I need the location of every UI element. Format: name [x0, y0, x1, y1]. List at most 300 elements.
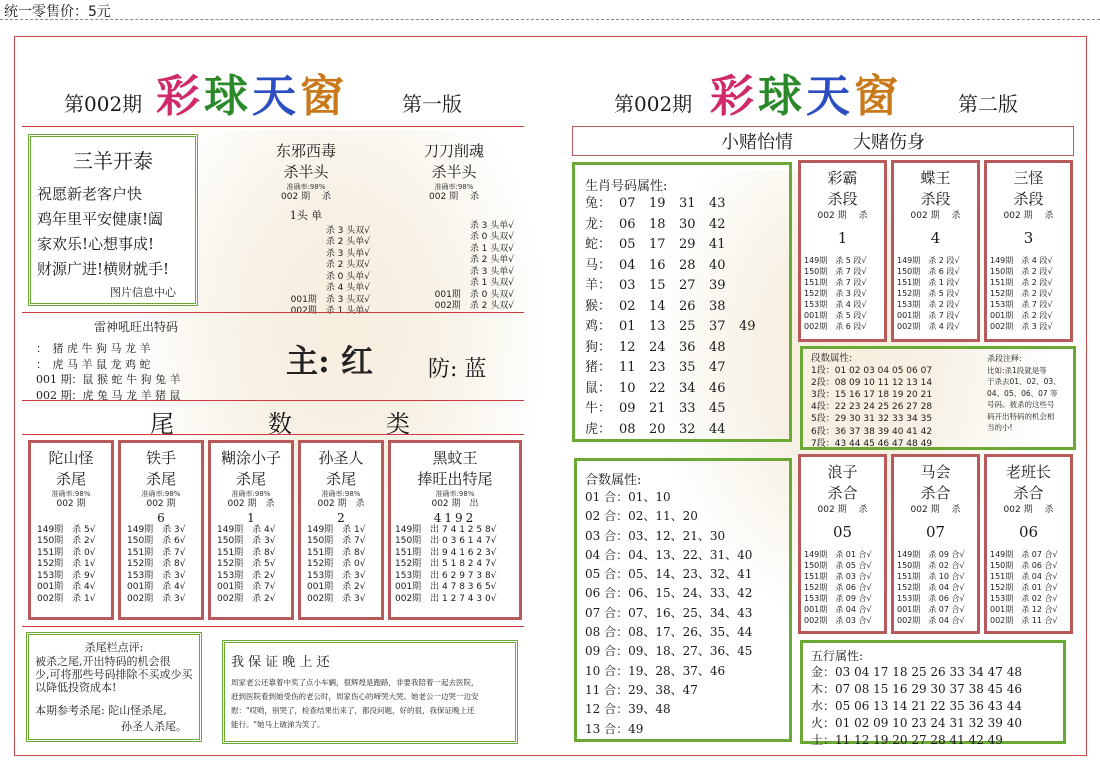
record-row: 153期 杀 9√ — [37, 570, 96, 581]
record-row: 杀 3 头单√ — [469, 266, 514, 277]
kill-box — [798, 454, 887, 634]
kill-title: 马会 — [920, 463, 951, 481]
rule — [22, 626, 524, 627]
zodiac-cell: 蛇： — [585, 237, 612, 252]
record-row: 149期 杀 3√ — [127, 524, 186, 535]
record-row: 153期 杀 3√ — [127, 570, 186, 581]
kill-rows — [801, 255, 884, 332]
record-row: 002期 杀 2√ — [217, 593, 276, 604]
tail-subtitle: 捧旺出特尾 — [417, 470, 493, 488]
leigod-title: 雷神吼旺出特码 — [93, 320, 178, 334]
zodiac-cell: 29 — [679, 237, 696, 252]
price-text: 统一零售价：5元 — [4, 4, 111, 20]
record-row: 151期 杀 8√ — [307, 547, 366, 558]
record-row: 001期 杀 3 头双√ — [290, 294, 370, 305]
kill-subtitle: 杀合 — [827, 484, 858, 502]
tail-subtitle: 杀尾 — [55, 470, 86, 488]
zodiac-cell — [739, 399, 769, 420]
accuracy-label: 准确率:98% — [434, 183, 474, 191]
kill-title: 彩霸 — [827, 169, 858, 187]
comment-box — [26, 632, 202, 742]
zodiac-cell: 鼠： — [585, 380, 612, 396]
tail-pick — [31, 511, 111, 525]
greeting-title: 三羊开泰 — [73, 149, 153, 173]
wuxing-title: 五行属性: — [811, 649, 864, 663]
record-row: 149期 出 7 4 1 2 5 8√ — [395, 524, 497, 535]
zodiac-cell: 13 — [649, 319, 666, 334]
kill-head: 002 期 杀 — [910, 211, 961, 221]
kill-subtitle: 杀合 — [920, 484, 951, 502]
record-row: 152期 杀 04 合√ — [897, 582, 965, 592]
record-row: 002期 杀 11 合√ — [990, 615, 1058, 625]
zodiac-cell: 21 — [649, 401, 666, 416]
rule — [22, 312, 524, 313]
record-row: 149期 杀 4√ — [217, 524, 276, 535]
zodiac-row — [585, 276, 779, 297]
record-row: 杀 3 头单√ — [469, 220, 514, 231]
zodiac-row — [585, 215, 779, 236]
record-row: 149期 杀 09 合√ — [897, 549, 965, 559]
wuxing-row: 火：01 02 09 10 23 24 31 32 39 40 — [811, 716, 1023, 730]
left-issue — [64, 88, 142, 117]
tail-head: 002 期 杀 — [317, 499, 365, 509]
segment-row: 2段：08 09 10 11 12 13 14 — [811, 377, 933, 388]
zodiac-cell: 03 — [619, 278, 636, 293]
kill-pick: 1 — [837, 228, 848, 247]
zodiac-cell: 24 — [649, 339, 666, 355]
zodiac-row — [585, 358, 779, 379]
record-row: 153期 杀 2√ — [217, 570, 276, 581]
sums-rows — [585, 488, 781, 739]
tail-pick: 4192 — [433, 510, 477, 525]
record-row: 153期 杀 02 合√ — [990, 593, 1058, 603]
kill-subtitle: 杀段 — [827, 190, 858, 208]
kill-box — [984, 454, 1073, 634]
segment-note-lines — [987, 365, 1071, 435]
greeting-line: 财源广进!横财就手! — [37, 260, 170, 278]
record-row: 151期 杀 8√ — [217, 547, 276, 558]
record-row: 149期 杀 1√ — [307, 524, 366, 535]
record-row: 153期 杀 2 段√ — [897, 299, 960, 309]
zodiac-cell: 25 — [679, 319, 696, 334]
record-row: 150期 杀 05 合√ — [804, 560, 872, 570]
sum-row: 13 合：49 — [585, 721, 644, 736]
kill-title: 三怪 — [1013, 169, 1044, 187]
zodiac-row — [585, 256, 779, 277]
kill-pick: 4 — [930, 228, 941, 247]
record-row: 150期 杀 7√ — [307, 536, 366, 546]
zodiac-cell: 05 — [619, 237, 636, 252]
record-row: 杀 2 头单√ — [469, 255, 514, 265]
wuxing-box — [800, 640, 1066, 747]
zodiac-cell: 40 — [709, 257, 726, 273]
record-row: 杀 4 头单√ — [325, 283, 370, 293]
record-row: 153期 出 6 2 9 7 3 8√ — [395, 570, 497, 581]
segment-rows — [811, 365, 981, 450]
zodiac-cell: 牛： — [585, 401, 612, 416]
col-title: 东邪西毒 — [275, 142, 336, 160]
record-row: 151期 杀 04 合√ — [990, 571, 1058, 581]
zodiac-cell: 39 — [709, 278, 726, 293]
banner-char: 数 — [268, 410, 292, 438]
zodiac-cell — [739, 235, 769, 256]
note-line: 于杀去01、02、03、 — [987, 377, 1061, 387]
col-daodao — [390, 140, 518, 313]
joke-body — [231, 676, 509, 732]
zodiac-cell: 17 — [649, 237, 666, 252]
tail-subtitle: 杀尾 — [235, 470, 266, 488]
segment-row: 1段：01 02 03 04 05 06 07 — [811, 365, 933, 376]
leigod-row: 001 期：鼠 猴 蛇 牛 狗 兔 羊 — [36, 373, 181, 386]
sum-row: 11 合：29、38、47 — [585, 682, 698, 697]
record-row: 149期 杀 07 合√ — [990, 549, 1058, 559]
zodiac-cell: 49 — [739, 319, 756, 334]
kill-rows — [894, 549, 977, 626]
zodiac-cell: 38 — [709, 298, 726, 314]
right-edition — [958, 88, 1018, 117]
tail-head: 002 期 出 — [431, 499, 479, 509]
kill-subtitle: 杀合 — [1013, 484, 1044, 502]
tail-pick: 6 — [157, 510, 165, 525]
zodiac-cell: 11 — [619, 360, 636, 375]
zodiac-cell: 30 — [679, 216, 696, 232]
record-row: 001期 杀 07 合√ — [897, 604, 965, 614]
record-row: 002期 杀 6 段√ — [804, 321, 867, 331]
sum-row: 03 合：03、12、21、30 — [585, 528, 726, 543]
greeting-line: 祝愿新老客户快 — [37, 185, 143, 203]
record-row: 杀 1 头双√ — [469, 243, 514, 254]
zodiac-cell: 41 — [709, 237, 726, 252]
accuracy-label: 准确率:98% — [435, 490, 475, 498]
record-row: 151期 杀 0√ — [37, 547, 96, 558]
zodiac-cell — [739, 215, 769, 236]
leigod-row: ： 虎 马 羊 鼠 龙 鸡 蛇 — [36, 357, 151, 371]
record-row: 152期 杀 01 合√ — [990, 582, 1058, 592]
kill-pick: 05 — [832, 522, 853, 541]
record-row: 150期 杀 06 合√ — [990, 560, 1058, 570]
zodiac-cell: 27 — [679, 278, 696, 293]
wuxing-row: 水：05 06 13 14 21 22 35 36 43 44 — [811, 699, 1023, 713]
zodiac-cell: 鸡： — [585, 319, 612, 334]
record-row: 002期 杀 1 头单√ — [290, 306, 370, 316]
zodiac-cell: 羊： — [585, 278, 612, 293]
zodiac-cell: 10 — [619, 380, 636, 396]
zodiac-cell: 19 — [649, 196, 666, 211]
zodiac-cell: 42 — [709, 216, 726, 232]
comment-line: 被杀之尾,开出特码的机会很 — [35, 655, 171, 668]
tail-boxes — [28, 440, 522, 620]
note-line: 比如:杀1段就是等 — [987, 365, 1047, 375]
col-rows — [390, 221, 518, 313]
rule — [22, 434, 524, 435]
record-row: 150期 杀 6 段√ — [897, 266, 960, 276]
accuracy-label: 准确率:98% — [51, 490, 91, 498]
main-pick: 主: 红 — [286, 342, 373, 380]
zodiac-cell: 15 — [649, 278, 666, 293]
logo-char: 天 — [252, 71, 300, 122]
tail-rows — [31, 525, 111, 606]
kill-head: 002 期 杀 — [1003, 211, 1054, 221]
joke-box — [222, 640, 518, 744]
col-dongxie — [236, 140, 376, 318]
record-row: 001期 杀 5 段√ — [804, 310, 867, 320]
logo-char: 球 — [758, 71, 806, 122]
col-subtitle: 杀半头 — [431, 163, 477, 181]
zodiac-cell: 37 — [709, 319, 726, 334]
record-row: 151期 杀 10 合√ — [897, 571, 965, 581]
zodiac-cell: 31 — [679, 196, 696, 211]
zodiac-rows — [585, 194, 779, 440]
zodiac-cell — [739, 194, 769, 215]
col-head: 002 期 杀 — [429, 192, 479, 202]
record-row: 152期 杀 5√ — [217, 559, 276, 569]
zodiac-cell: 22 — [649, 380, 666, 396]
zodiac-cell: 猪： — [585, 360, 612, 375]
zodiac-cell: 12 — [619, 339, 636, 355]
tail-box — [28, 440, 114, 620]
zodiac-cell: 06 — [619, 216, 636, 232]
kill-title: 蝶王 — [920, 169, 951, 187]
kill-box — [984, 160, 1073, 342]
record-row: 152期 杀 1√ — [37, 559, 96, 569]
record-row: 杀 3 头双√ — [325, 225, 370, 236]
zodiac-cell — [739, 379, 769, 400]
accuracy-label: 准确率:98% — [286, 183, 326, 191]
tail-head: 002 期 — [56, 499, 86, 509]
segment-list — [811, 353, 981, 450]
leigod-row: ： 猪 虎 牛 狗 马 龙 羊 — [36, 342, 151, 355]
zodiac-row — [585, 297, 779, 318]
record-row: 001期 杀 2√ — [307, 582, 366, 592]
zodiac-row — [585, 235, 779, 256]
sum-row: 02 合：02、11、20 — [585, 509, 698, 524]
col-subtitle: 杀半头 — [283, 163, 329, 181]
record-row: 002期 出 1 2 7 4 3 0√ — [395, 593, 497, 604]
record-row: 152期 杀 3 段√ — [804, 288, 867, 298]
record-row: 150期 杀 7 段√ — [804, 266, 867, 276]
record-row: 杀 2 头单√ — [325, 237, 370, 247]
logo-char: 窗 — [854, 71, 902, 122]
zodiac-cell: 35 — [679, 360, 696, 375]
logo-char: 窗 — [300, 71, 348, 122]
record-row: 152期 杀 0√ — [307, 559, 366, 569]
record-row: 149期 杀 4 段√ — [990, 255, 1053, 265]
record-row: 001期 杀 7√ — [217, 582, 276, 592]
joke-line: 赶到医院看到她受伤的老公时，周家伤心的啼哭大哭。她老公一边哭一边安 — [231, 692, 479, 701]
edition-label: 第二版 — [958, 92, 1018, 116]
record-row: 152期 杀 8√ — [127, 559, 186, 569]
zodiac-cell: 23 — [649, 360, 666, 375]
sum-row: 05 合：05、14、23、32、41 — [585, 567, 753, 582]
record-row: 150期 杀 02 合√ — [897, 560, 965, 570]
zodiac-cell — [739, 276, 769, 297]
greeting-line: 鸡年里平安健康!阖 — [37, 210, 164, 228]
record-row: 002期 杀 4 段√ — [897, 321, 960, 331]
record-row: 001期 杀 4√ — [127, 582, 186, 592]
record-row: 149期 杀 5√ — [37, 524, 96, 535]
kill-head: 002 期 杀 — [817, 211, 868, 221]
right-issue — [614, 88, 692, 117]
slogan-left: 小赌怡情 — [721, 132, 793, 153]
kill-rows — [801, 549, 884, 626]
greeting-note: 图片信息中心 — [110, 286, 176, 299]
zodiac-cell: 16 — [649, 257, 666, 273]
greeting-lines — [37, 182, 189, 282]
zodiac-cell: 01 — [619, 319, 636, 334]
record-row: 杀 3 头单√ — [325, 248, 370, 259]
tail-rows — [211, 525, 291, 606]
zodiac-cell: 20 — [649, 421, 666, 437]
kill-pick: 06 — [1018, 522, 1039, 541]
segment-row: 7段：43 44 45 46 47 48 49 — [811, 438, 933, 449]
record-row: 002期 杀 1√ — [37, 593, 96, 604]
sum-row: 09 合：09、18、27、36、45 — [585, 644, 753, 659]
record-row: 153期 杀 3√ — [307, 570, 366, 581]
record-row: 002期 杀 2 头双√ — [434, 301, 514, 311]
left-logo — [156, 60, 348, 124]
zodiac-cell: 14 — [649, 298, 666, 314]
logo-char: 彩 — [156, 71, 204, 122]
record-row: 151期 出 9 4 1 6 2 3√ — [395, 547, 497, 558]
record-row: 002期 杀 03 合√ — [804, 615, 872, 625]
record-row: 153期 杀 7 段√ — [990, 299, 1053, 309]
comment-body — [35, 655, 193, 694]
tail-subtitle: 杀尾 — [325, 470, 356, 488]
zodiac-row — [585, 379, 779, 400]
banner-char: 类 — [386, 410, 410, 438]
kill-rows — [987, 549, 1070, 626]
zodiac-title: 生肖号码属性: — [585, 179, 668, 194]
record-row: 001期 杀 12 合√ — [990, 604, 1058, 614]
record-row: 151期 杀 1 段√ — [897, 277, 960, 287]
record-row: 150期 杀 6√ — [127, 536, 186, 546]
record-row: 001期 出 4 7 8 3 6 5√ — [395, 582, 497, 592]
zodiac-cell: 32 — [679, 421, 696, 437]
comment-ref: 本期参考杀尾: 陀山怪杀尾, — [35, 704, 167, 717]
tail-pick: 2 — [337, 510, 345, 525]
record-row: 150期 杀 2√ — [37, 536, 96, 546]
joke-line: 慰："哎哟，别哭了，检查结果出来了，都没问题，好的很，我保证晚上还 — [231, 706, 475, 715]
kill-title: 浪子 — [827, 463, 858, 481]
comment-title: 杀尾栏点评: — [84, 641, 144, 654]
sum-row: 08 合：08、17、26、35、44 — [585, 625, 753, 640]
kill-sum-group — [798, 454, 1074, 634]
sum-row: 04 合：04、13、22、31、40 — [585, 547, 753, 562]
zodiac-cell: 18 — [649, 216, 666, 232]
wuxing-row: 土：11 12 19 20 27 28 41 42 49 — [811, 733, 1003, 747]
zodiac-cell: 狗： — [585, 339, 612, 355]
segment-note-title: 杀段注释: — [987, 354, 1022, 363]
zodiac-cell: 43 — [709, 196, 726, 211]
tail-title: 孙圣人 — [318, 449, 364, 467]
zodiac-cell: 04 — [619, 257, 636, 273]
segment-row: 6段：36 37 38 39 40 41 42 — [811, 426, 933, 437]
tail-rows — [301, 525, 381, 606]
tail-box — [208, 440, 294, 620]
zodiac-row — [585, 399, 779, 420]
leigod-box — [36, 318, 236, 403]
record-row: 149期 杀 5 段√ — [804, 255, 867, 265]
zodiac-cell: 48 — [709, 339, 726, 355]
record-row: 152期 杀 06 合√ — [804, 582, 872, 592]
zodiac-cell: 02 — [619, 298, 636, 314]
zodiac-cell: 34 — [679, 380, 696, 396]
zodiac-cell — [739, 256, 769, 277]
tail-head: 002 期 杀 — [227, 499, 275, 509]
sum-row: 06 合：06、15、24、33、42 — [585, 586, 753, 601]
wuxing-row: 木：07 08 15 16 29 30 37 38 45 46 — [811, 682, 1023, 696]
record-row: 150期 杀 3√ — [217, 536, 276, 546]
slogan-right: 大赌伤身 — [853, 132, 925, 153]
col-pick: 1头 单 — [289, 208, 323, 222]
col-rows — [236, 226, 376, 318]
comment-line: 以降低投资成本! — [35, 681, 117, 694]
record-row: 001期 杀 7 段√ — [897, 310, 960, 320]
price-line — [0, 0, 1100, 20]
zodiac-cell: 兔： — [585, 196, 612, 211]
accuracy-label: 准确率:98% — [231, 490, 271, 498]
zodiac-cell — [739, 420, 769, 441]
zodiac-cell: 虎： — [585, 421, 612, 437]
segment-row: 3段：15 16 17 18 19 20 21 — [811, 389, 933, 400]
edition-label: 第一版 — [402, 92, 462, 116]
kill-box — [891, 454, 980, 634]
greeting-box — [28, 134, 198, 306]
zodiac-cell: 33 — [679, 401, 696, 416]
record-row: 杀 1 头双√ — [469, 278, 514, 288]
record-row: 153期 杀 09 合√ — [804, 593, 872, 603]
zodiac-cell: 07 — [619, 196, 636, 211]
zodiac-cell: 46 — [709, 380, 726, 396]
kill-subtitle: 杀段 — [1013, 190, 1044, 208]
kill-box — [798, 160, 887, 342]
top-rule — [0, 19, 1100, 20]
tail-box — [388, 440, 522, 620]
record-row: 001期 杀 2 段√ — [990, 310, 1053, 320]
tail-box — [298, 440, 384, 620]
kill-subtitle: 杀段 — [920, 190, 951, 208]
record-row: 002期 杀 3√ — [307, 593, 366, 604]
zodiac-cell: 马： — [585, 257, 612, 273]
joke-title: 我 保 证 晚 上 还 — [231, 655, 330, 670]
record-row: 002期 杀 04 合√ — [897, 615, 965, 625]
issue-label: 第002期 — [614, 92, 693, 116]
segment-note — [987, 353, 1071, 434]
joke-line: 周家老公还靠着中奖了点小车辆，很辉煌是跑路，非要我陪着一起去医院， — [231, 678, 479, 687]
zodiac-cell — [739, 297, 769, 318]
zodiac-cell: 36 — [679, 339, 696, 355]
tail-box — [118, 440, 204, 620]
right-logo — [710, 60, 902, 124]
left-edition — [402, 88, 462, 117]
kill-rows — [894, 255, 977, 332]
logo-char: 天 — [806, 71, 854, 122]
tail-title: 铁手 — [145, 449, 176, 467]
sums-box — [574, 458, 792, 742]
note-line: 04、05、06、07 等 — [987, 388, 1058, 398]
kill-head: 002 期 杀 — [910, 505, 961, 515]
zodiac-cell — [739, 358, 769, 379]
tail-head: 002 期 — [146, 499, 176, 509]
segment-title: 段数属性: — [811, 353, 853, 364]
kill-pick: 07 — [925, 522, 946, 541]
record-row: 151期 杀 2 段√ — [990, 277, 1053, 287]
greeting-line: 家欢乐!心想事成! — [37, 235, 155, 253]
tail-title: 陀山怪 — [48, 449, 94, 467]
tail-subtitle: 杀尾 — [145, 470, 176, 488]
kill-head: 002 期 杀 — [817, 505, 868, 515]
segment-row: 5段：29 30 31 32 33 34 35 — [811, 414, 933, 425]
